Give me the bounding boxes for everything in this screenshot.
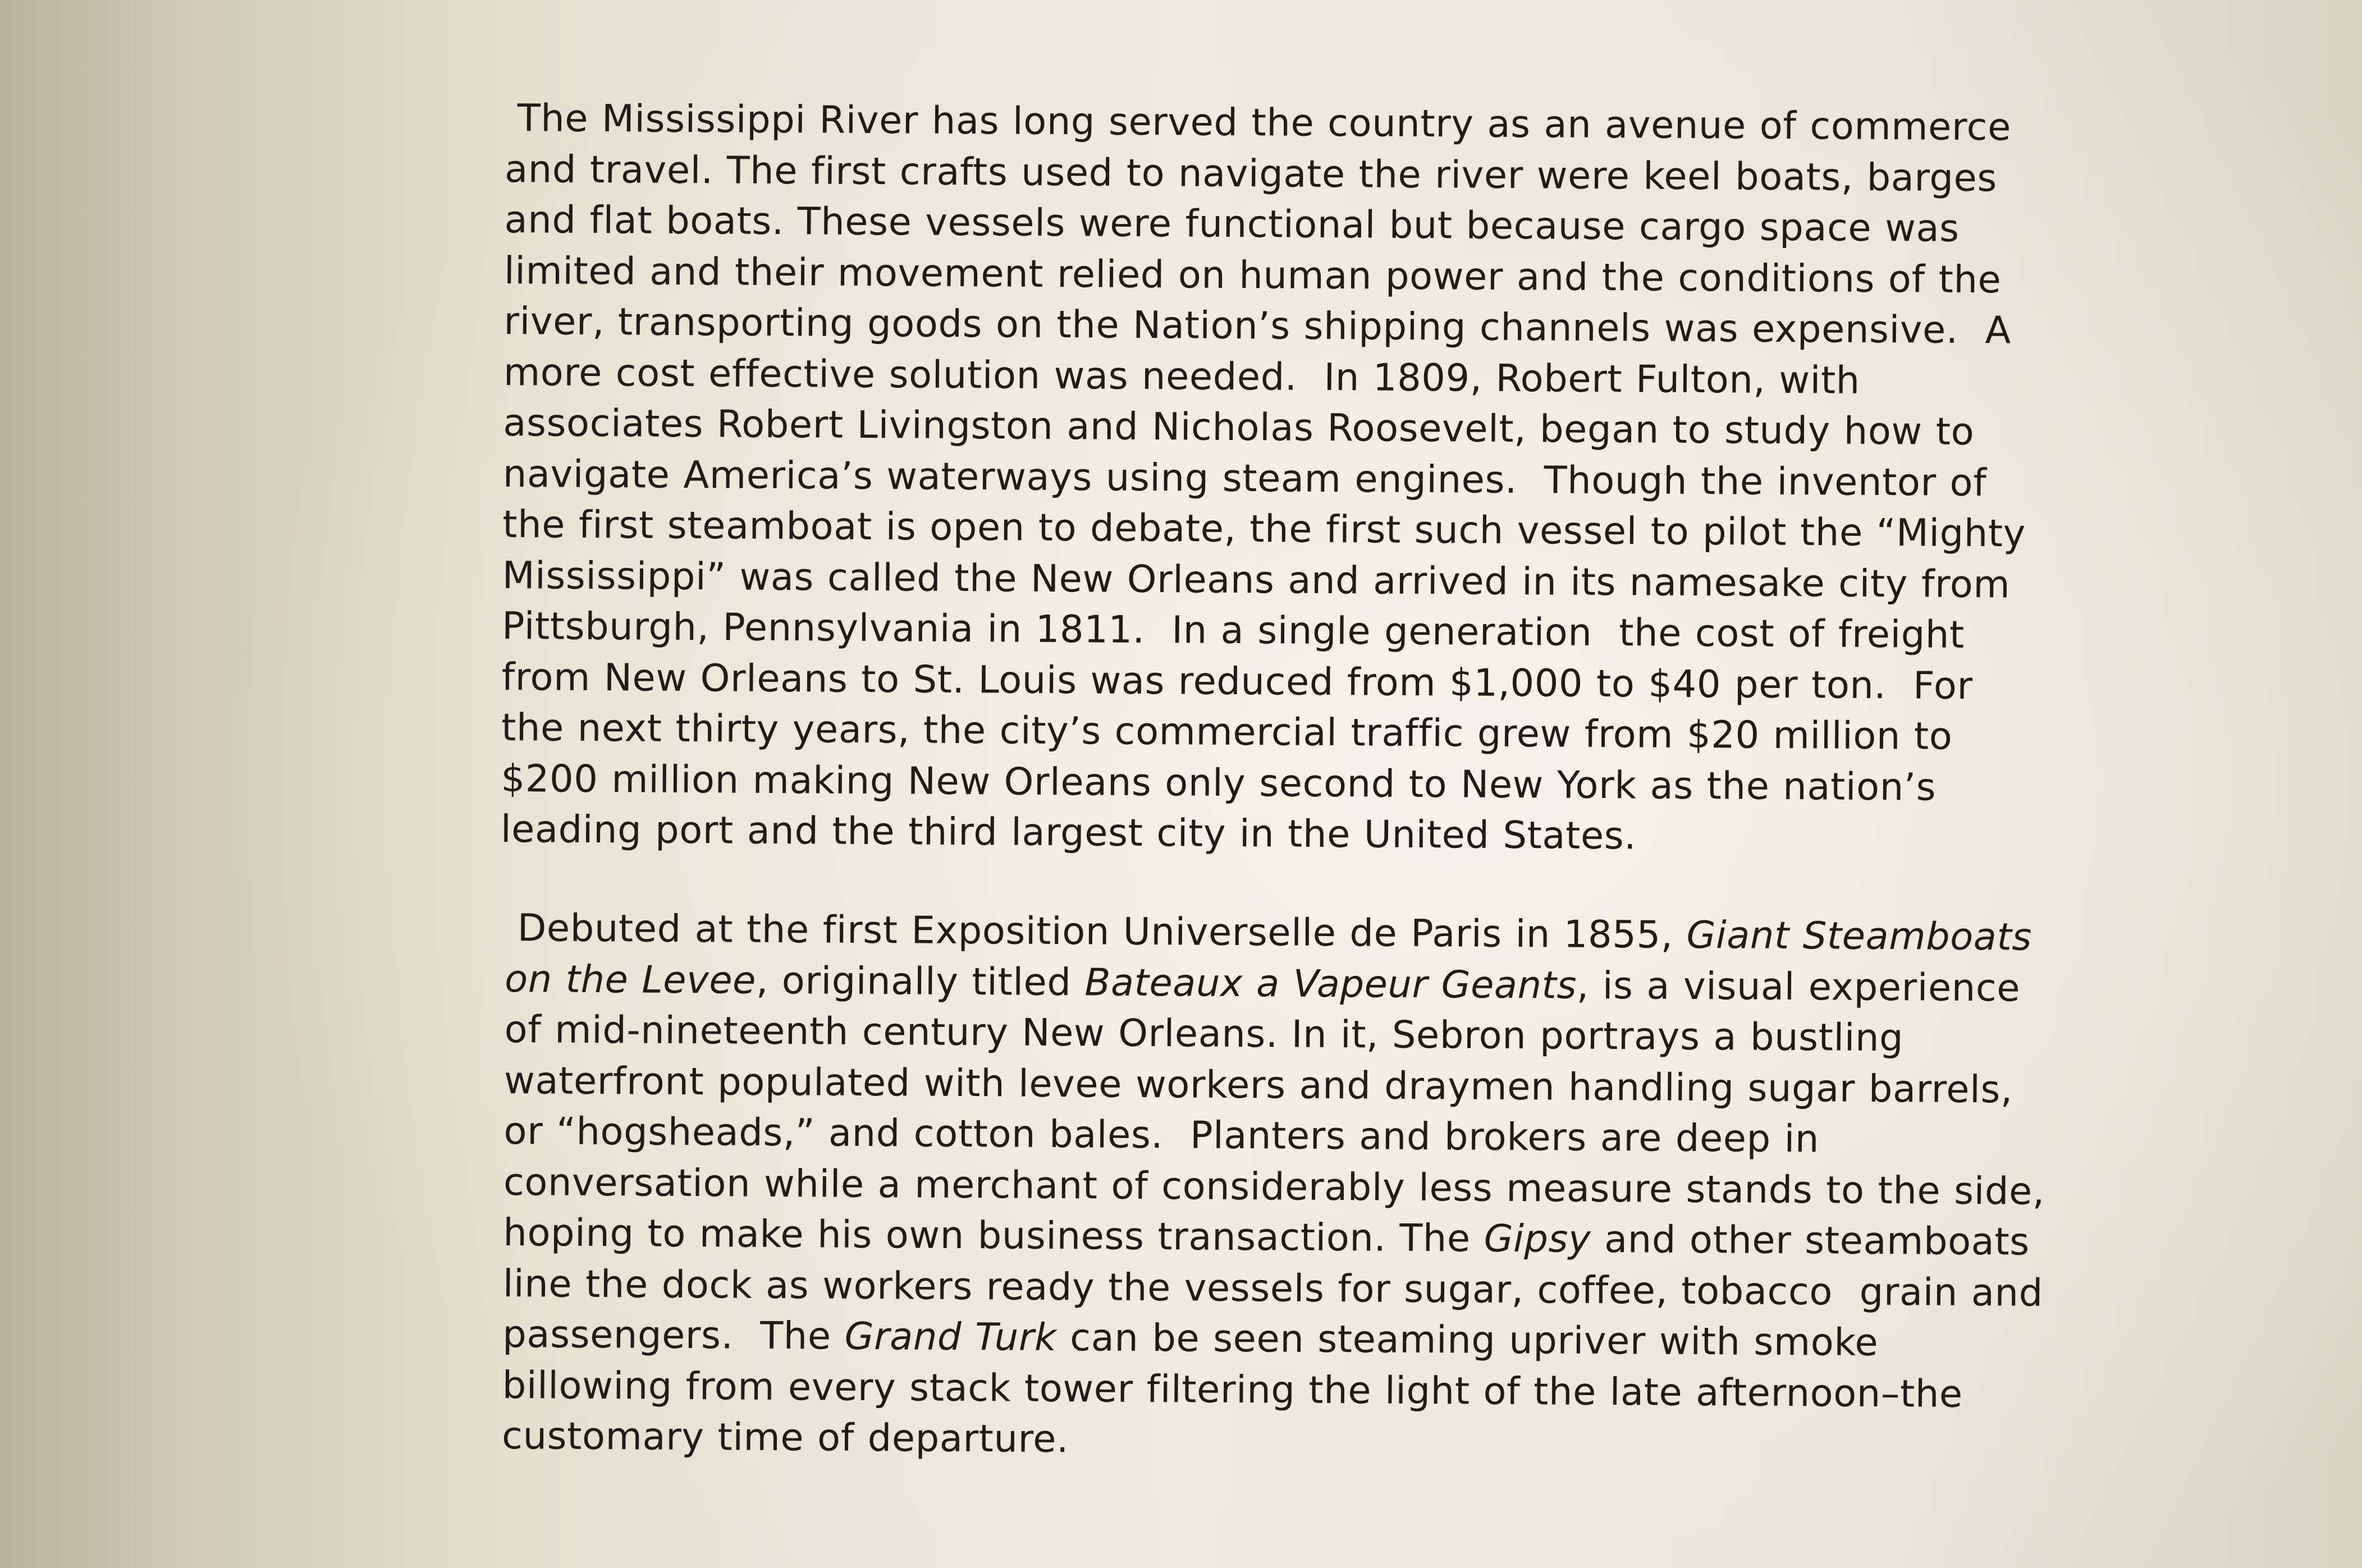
- text-segment: more cost effective solution was needed. In 1809, Robert Fulton, with: [503, 350, 1861, 402]
- text-segment: river, transporting goods on the Nation’s shipping channels was expensive. A: [503, 299, 2012, 352]
- text-line: [502, 549, 2011, 609]
- italic-title-text: Gipsy: [1484, 1216, 1591, 1261]
- text-line: [504, 194, 1960, 254]
- text-segment: waterfront populated with levee workers and draymen handling sugar barrels,: [503, 1057, 2013, 1111]
- text-segment: leading port and the third largest city in the United States.: [500, 806, 1637, 858]
- text-segment: Mississippi” was called the New Orleans and arrived in its namesake city from: [502, 553, 2011, 606]
- text-line: [504, 143, 1998, 203]
- text-segment: of mid-nineteenth century New Orleans. In it, Sebron portrays a bustling: [504, 1007, 1904, 1060]
- text-segment: and travel. The first crafts used to navigate the river were keel boats, barges: [504, 146, 1998, 200]
- text-line: [501, 651, 1973, 710]
- text-segment: the next thirty years, the city’s commercial traffic grew from $20 million to: [501, 705, 1953, 758]
- text-line: [502, 1410, 1883, 1469]
- text-segment: , originally titled: [756, 957, 1085, 1004]
- text-line: [502, 499, 2026, 558]
- text-segment: and flat boats. These vessels were functional but because cargo space was: [504, 197, 1960, 250]
- text-line: [502, 1359, 1963, 1419]
- text-line: [502, 448, 1987, 507]
- text-line: [502, 1308, 1884, 1368]
- paragraph-steamboat-history: [500, 93, 2026, 863]
- text-segment: associates Robert Livingston and Nicholas Roosevelt, began to study how to: [503, 400, 1975, 453]
- text-segment: can be seen steaming upriver with smoke: [1056, 1315, 1879, 1364]
- text-line: [502, 1258, 2043, 1317]
- text-segment: $200 million making New Orleans only second to New York as the nation’s: [501, 756, 1937, 809]
- text-line: [501, 702, 1953, 762]
- text-segment: The Mississippi River has long served the country as an avenue of commerce: [517, 96, 2012, 149]
- text-segment: limited and their movement relied on human power and the conditions of the: [503, 248, 2002, 301]
- text-line: [503, 1105, 1885, 1164]
- text-line: [501, 600, 1965, 660]
- wall-placard: [500, 93, 2045, 1461]
- text-line: [504, 953, 2021, 1012]
- text-line: [501, 753, 1937, 812]
- text-segment: or “hogsheads,” and cotton bales. Planters and brokers are deep in: [503, 1108, 1820, 1161]
- text-segment: conversation while a merchant of considerably less measure stands to the side,: [503, 1159, 2045, 1213]
- text-line: [503, 245, 2002, 304]
- italic-title-text: Giant Steamboats: [1686, 913, 2033, 959]
- text-line: [501, 804, 1882, 863]
- text-line: [503, 1207, 2030, 1266]
- text-segment: Debuted at the first Exposition Universelle de Paris in 1855,: [517, 905, 1687, 957]
- text-line: [504, 1003, 1904, 1063]
- text-segment: and other steamboats: [1590, 1217, 2030, 1264]
- text-line: [503, 296, 2012, 355]
- text-line: [503, 1156, 2045, 1216]
- text-segment: navigate America’s waterways using steam engines. Though the inventor of: [502, 451, 1987, 505]
- italic-title-text: Bateaux a Vapeur Geants: [1084, 960, 1577, 1007]
- text-line: [503, 346, 1885, 406]
- paragraph-painting-description: [501, 902, 2045, 1470]
- text-segment: line the dock as workers ready the vessels for sugar, coffee, tobacco grain and: [502, 1260, 2043, 1314]
- text-segment: Pittsburgh, Pennsylvania in 1811. In a single generation the cost of freight: [501, 603, 1965, 657]
- text-line: [503, 1054, 2013, 1114]
- italic-title-text: on the Levee: [504, 956, 757, 1002]
- italic-title-text: Grand Turk: [844, 1314, 1057, 1359]
- text-segment: , is a visual experience: [1576, 962, 2021, 1010]
- text-line: [503, 397, 1975, 457]
- text-line: [505, 902, 2033, 962]
- text-segment: billowing from every stack tower filtering the light of the late afternoon–the: [502, 1362, 1963, 1415]
- text-segment: from New Orleans to St. Louis was reduced from $1,000 to $40 per ton. For: [501, 654, 1973, 708]
- text-segment: passengers. The: [502, 1312, 845, 1358]
- text-line: [505, 93, 2012, 152]
- text-segment: hoping to make his own business transaction. The: [503, 1210, 1484, 1260]
- text-segment: the first steamboat is open to debate, the first such vessel to pilot the “Mighty: [502, 502, 2026, 556]
- text-segment: customary time of departure.: [501, 1413, 1069, 1461]
